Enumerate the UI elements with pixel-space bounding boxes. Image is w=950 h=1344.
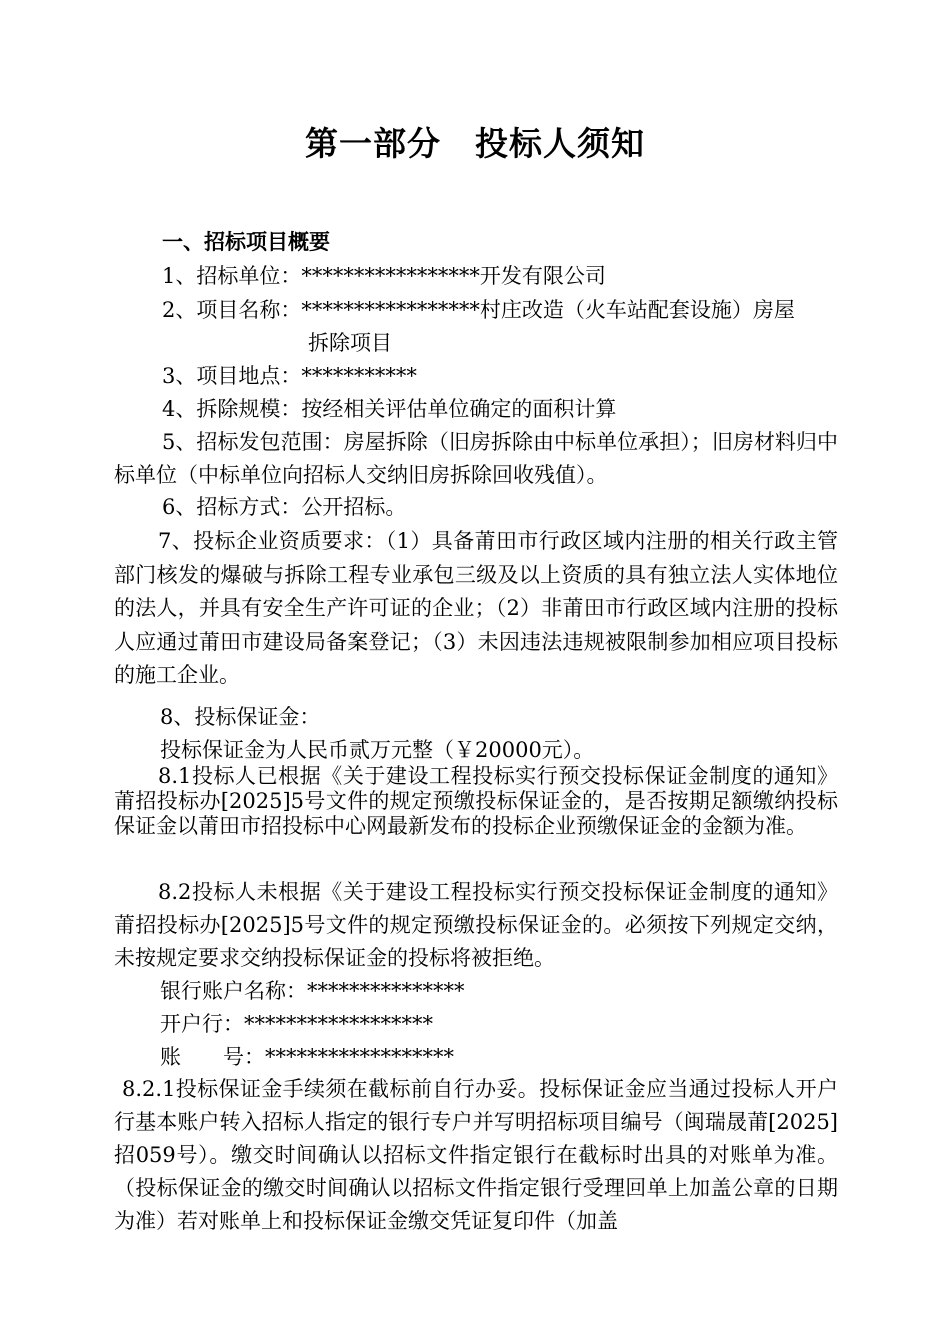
item-bidding-method: 6、招标方式：公开招标。 [162, 495, 407, 519]
page-title: 第一部分 投标人须知 [305, 124, 645, 163]
item-8-2: 8.2投标人未根据《关于建设工程投标实行预交投标保证金制度的通知》莆招投标办[2025]5号文件的规定预缴投标保证金的。必须按下列规定交纳，未按规定要求交纳投标保证金的投标将被拒绝。 [114, 880, 838, 970]
item-qualification: 7、投标企业资质要求：（1）具备莆田市行政区域内注册的相关行政主管部门核发的爆破与拆除工程专业承包三级及以上资质的具有独立法人实体地位的法人，并具有安全生产许可证的企业；（2）非莆田市行政区域内注册的投标人应通过莆田市建设局备案登记；（3）未因违法违规被限制参加相应项目投标的施工企业。 [114, 529, 838, 687]
item-project-name: 2、项目名称：*****************村庄改造（火车站配套设施）房屋 [162, 298, 795, 322]
item-8-2-1: 8.2.1投标保证金手续须在截标前自行办妥。投标保证金应当通过投标人开户行基本账户转入招标人指定的银行专户并写明招标项目编号（闽瑞晟莆[2025]招059号）。缴交时间确认以招标文件指定银行在截标时出具的对账单为准。（投标保证金的缴交时间确认以招标文件指定银行受理回单上加盖公章的日期为准）若对账单上和投标保证金缴交凭证复印件（加盖 [114, 1077, 838, 1233]
item-demolition-scale: 4、拆除规模：按经相关评估单位确定的面积计算 [162, 397, 617, 421]
section-heading: 一、招标项目概要 [162, 230, 330, 254]
item-bidder-unit: 1、招标单位：*****************开发有限公司 [162, 264, 606, 288]
bank-account-number: 账 号：****************** [160, 1045, 454, 1069]
item-contract-scope: 5、招标发包范围：房屋拆除（旧房拆除由中标单位承担）；旧房材料归中标单位（中标单位向招标人交纳旧房拆除回收残值）。 [114, 430, 838, 487]
item-bid-bond: 8、投标保证金： [160, 705, 321, 729]
item-8-1: 8.1投标人已根据《关于建设工程投标实行预交投标保证金制度的通知》莆招投标办[2025]5号文件的规定预缴投标保证金的，是否按期足额缴纳投标保证金以莆田市招投标中心网最新发布的投标企业预缴保证金的金额为准。 [114, 764, 838, 838]
item-bid-bond-amount: 投标保证金为人民币贰万元整（￥20000元）。 [160, 738, 595, 762]
bank-branch: 开户行：****************** [160, 1012, 433, 1036]
item-project-location: 3、项目地点：*********** [162, 364, 417, 388]
item-project-name-cont: 拆除项目 [308, 331, 392, 355]
bank-account-name: 银行账户名称：*************** [160, 979, 465, 1003]
